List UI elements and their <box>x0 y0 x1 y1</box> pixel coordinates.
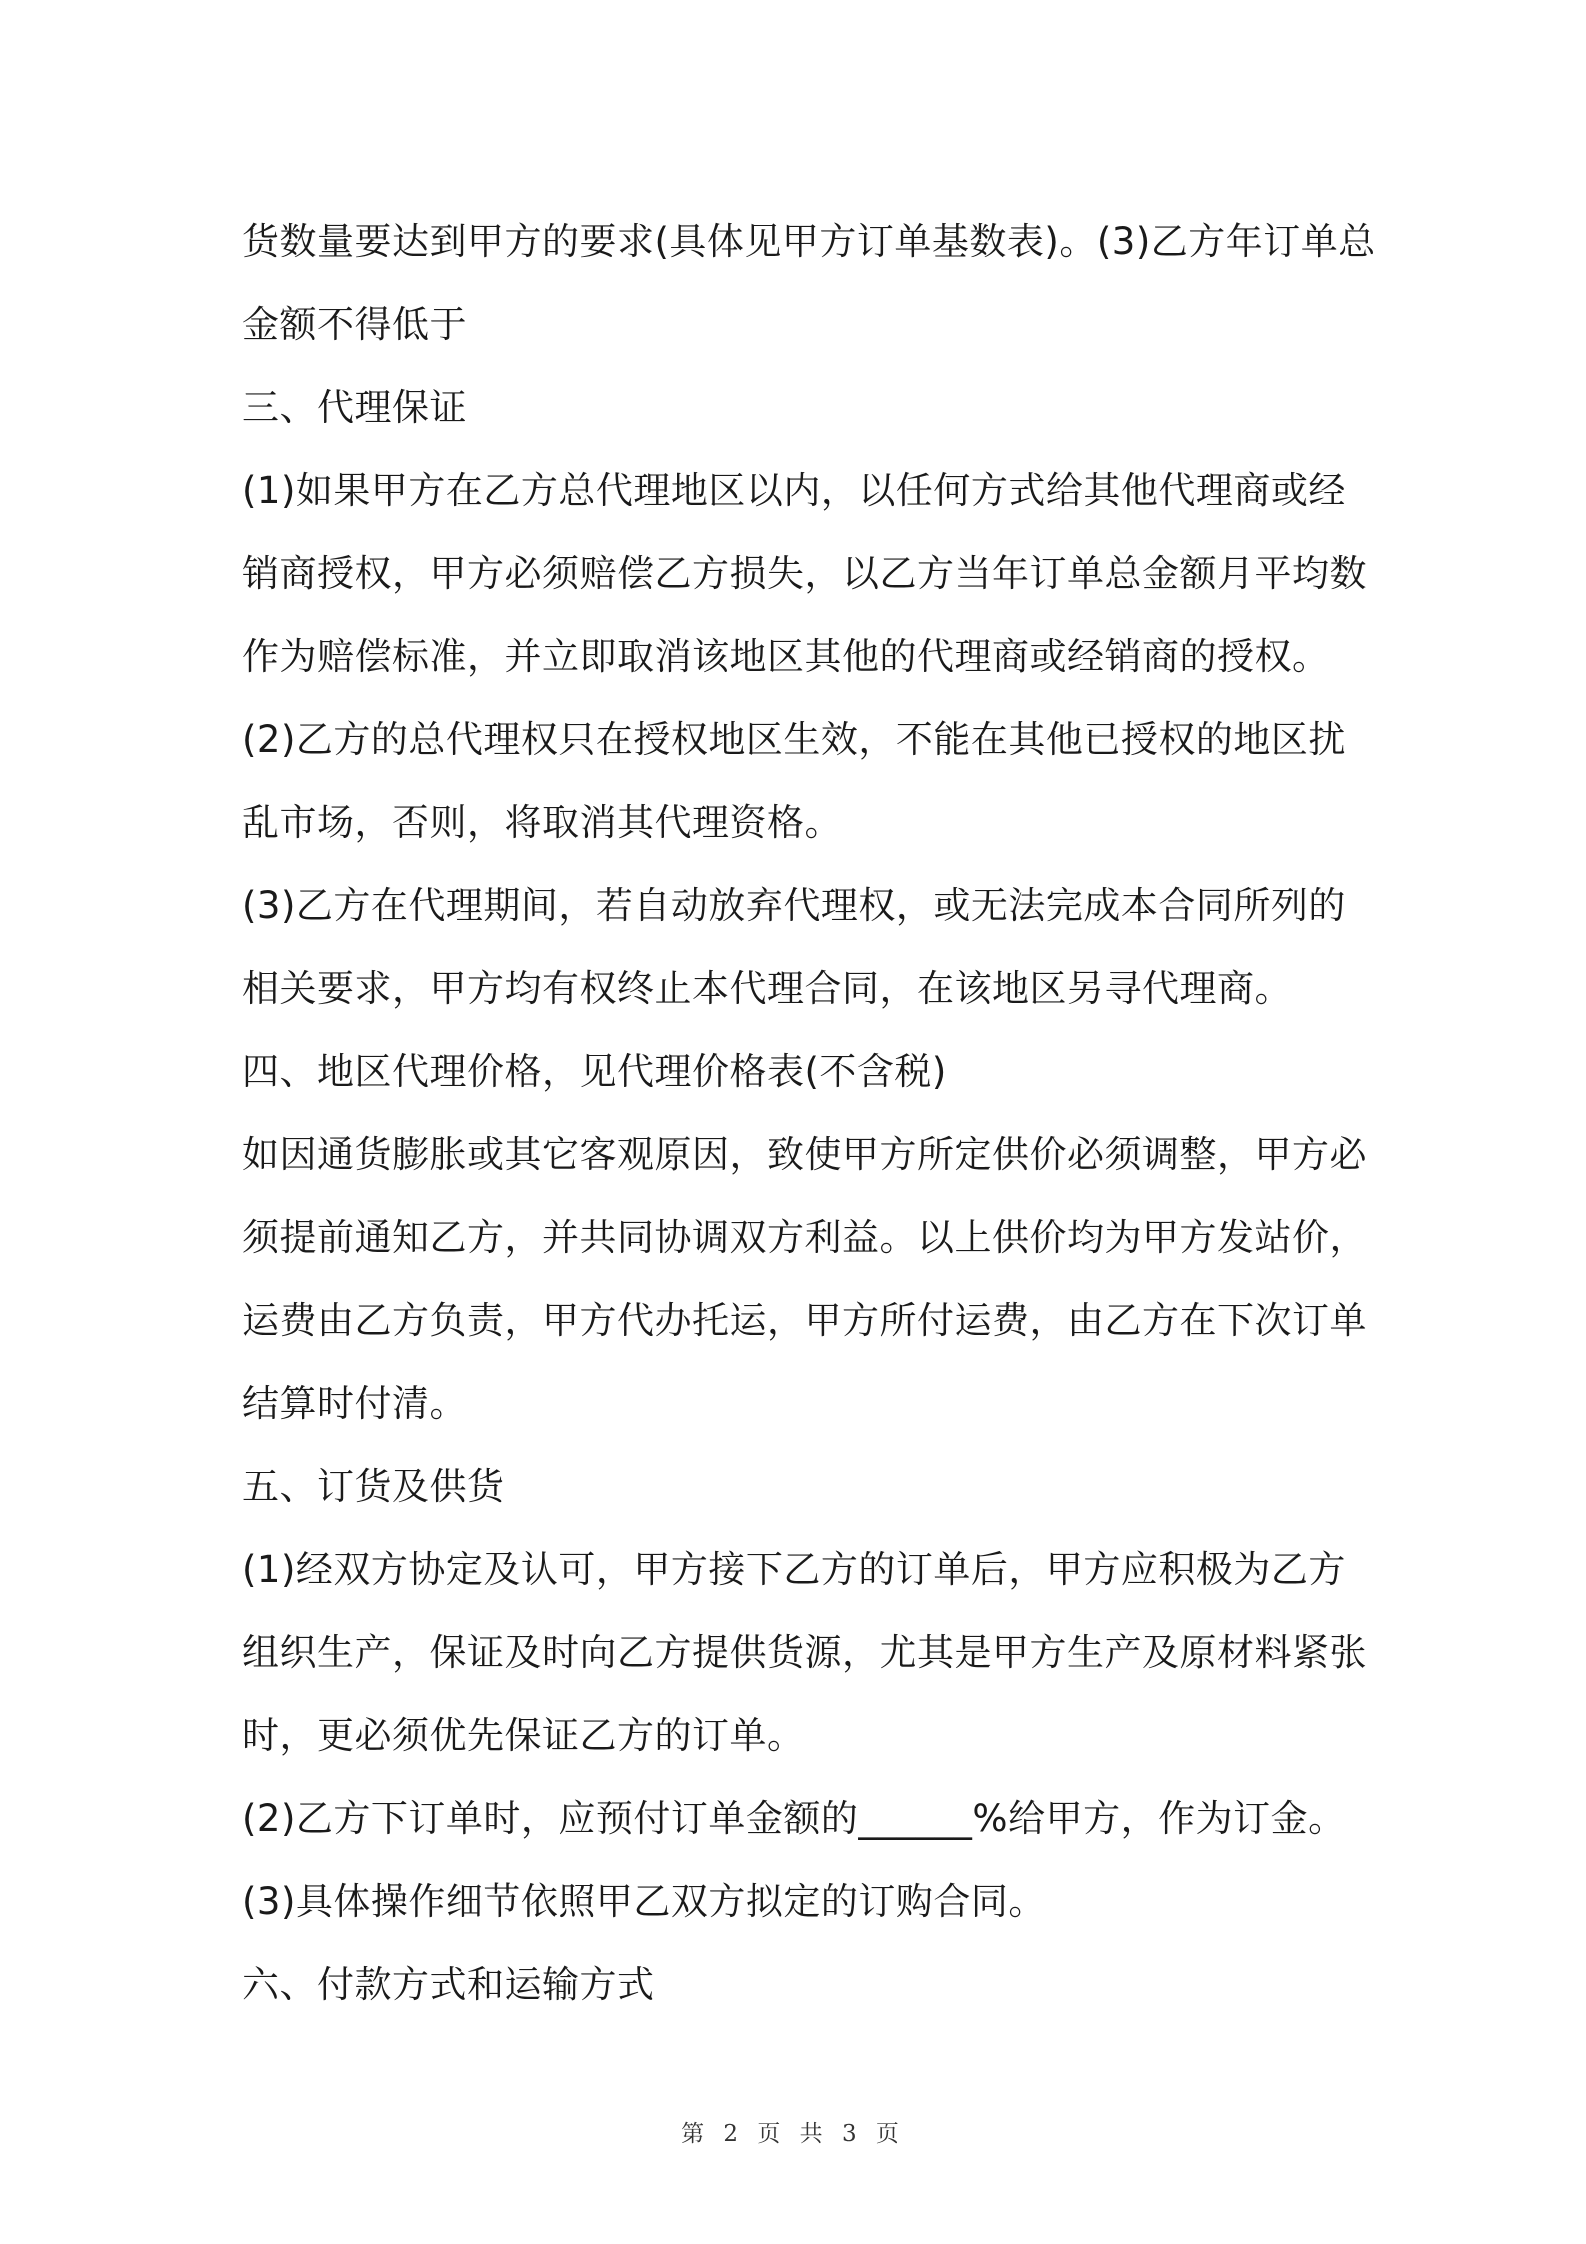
text-line: (3)乙方在代理期间，若自动放弃代理权，或无法完成本合同所列的 <box>242 884 1346 927</box>
section-heading: 三、代理保证 <box>242 386 467 429</box>
text-line: 货数量要达到甲方的要求(具体见甲方订单基数表)。(3)乙方年订单总 <box>242 220 1376 263</box>
text-line: 相关要求，甲方均有权终止本代理合同，在该地区另寻代理商。 <box>242 967 1292 1010</box>
text-line: 组织生产，保证及时向乙方提供货源，尤其是甲方生产及原材料紧张 <box>242 1631 1367 1674</box>
text-line: 销商授权，甲方必须赔偿乙方损失，以乙方当年订单总金额月平均数 <box>242 552 1367 595</box>
text-line: (2)乙方下订单时，应预付订单金额的______%给甲方，作为订金。 <box>242 1797 1346 1840</box>
page-footer: 第 2 页 共 3 页 <box>681 2121 905 2147</box>
document-body <box>242 200 1376 2026</box>
text-line: (1)如果甲方在乙方总代理地区以内，以任何方式给其他代理商或经 <box>242 469 1346 512</box>
text-line: (1)经双方协定及认可，甲方接下乙方的订单后，甲方应积极为乙方 <box>242 1548 1346 1591</box>
section-heading: 四、地区代理价格，见代理价格表(不含税) <box>242 1050 947 1093</box>
text-line: 结算时付清。 <box>242 1382 467 1425</box>
text-line: 作为赔偿标准，并立即取消该地区其他的代理商或经销商的授权。 <box>242 635 1330 678</box>
text-line: 运费由乙方负责，甲方代办托运，甲方所付运费，由乙方在下次订单 <box>242 1299 1367 1342</box>
text-line: 金额不得低于 <box>242 303 467 346</box>
text-line: 如因通货膨胀或其它客观原因，致使甲方所定供价必须调整，甲方必 <box>242 1133 1367 1176</box>
text-line: 乱市场，否则，将取消其代理资格。 <box>242 801 842 844</box>
text-line: (3)具体操作细节依照甲乙双方拟定的订购合同。 <box>242 1880 1046 1923</box>
text-line: (2)乙方的总代理权只在授权地区生效，不能在其他已授权的地区扰 <box>242 718 1346 761</box>
section-heading: 六、付款方式和运输方式 <box>242 1963 655 2006</box>
section-heading: 五、订货及供货 <box>242 1465 505 1508</box>
text-line: 须提前通知乙方，并共同协调双方利益。以上供价均为甲方发站价， <box>242 1216 1367 1259</box>
text-line: 时，更必须优先保证乙方的订单。 <box>242 1714 805 1757</box>
